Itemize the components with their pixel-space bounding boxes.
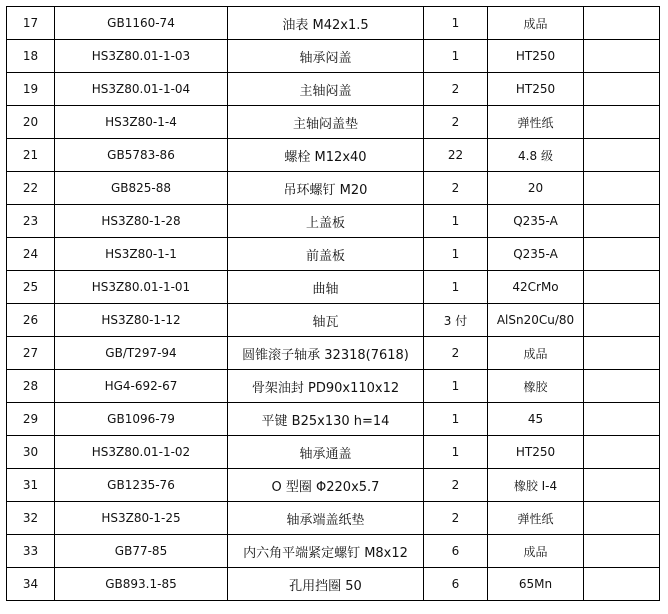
- part-name-cell: 主轴闷盖垫: [228, 106, 424, 139]
- remark-cell: [584, 106, 660, 139]
- part-name-cell: 主轴闷盖: [228, 73, 424, 106]
- remark-cell: [584, 304, 660, 337]
- part-name-cell: 平键 B25x130 h=14: [228, 403, 424, 436]
- material-cell: Q235-A: [488, 205, 584, 238]
- part-name-cell: 油表 M42x1.5: [228, 7, 424, 40]
- table-row: [7, 238, 660, 271]
- standard-code-cell: HS3Z80-1-1: [55, 238, 228, 271]
- item-number-cell: 32: [7, 502, 55, 535]
- item-number-cell: 18: [7, 40, 55, 73]
- quantity-cell: 1: [424, 238, 488, 271]
- quantity-cell: 6: [424, 535, 488, 568]
- parts-table-body: [7, 7, 660, 601]
- quantity-cell: 1: [424, 436, 488, 469]
- table-row: [7, 502, 660, 535]
- quantity-cell: 1: [424, 271, 488, 304]
- item-number-cell: 31: [7, 469, 55, 502]
- material-cell: 成品: [488, 7, 584, 40]
- item-number-cell: 26: [7, 304, 55, 337]
- material-cell: 成品: [488, 337, 584, 370]
- standard-code-cell: HS3Z80.01-1-04: [55, 73, 228, 106]
- part-name-cell: O 型圈 Φ220x5.7: [228, 469, 424, 502]
- standard-code-cell: HS3Z80.01-1-02: [55, 436, 228, 469]
- remark-cell: [584, 469, 660, 502]
- quantity-cell: 6: [424, 568, 488, 601]
- part-name-cell: 吊环螺钉 M20: [228, 172, 424, 205]
- part-name-cell: 轴承通盖: [228, 436, 424, 469]
- standard-code-cell: GB77-85: [55, 535, 228, 568]
- material-cell: 4.8 级: [488, 139, 584, 172]
- table-row: [7, 40, 660, 73]
- material-cell: 弹性纸: [488, 502, 584, 535]
- material-cell: 橡胶: [488, 370, 584, 403]
- material-cell: HT250: [488, 40, 584, 73]
- table-row: [7, 139, 660, 172]
- remark-cell: [584, 205, 660, 238]
- remark-cell: [584, 139, 660, 172]
- part-name-cell: 孔用挡圈 50: [228, 568, 424, 601]
- material-cell: 橡胶 I-4: [488, 469, 584, 502]
- quantity-cell: 1: [424, 40, 488, 73]
- table-row: [7, 436, 660, 469]
- remark-cell: [584, 502, 660, 535]
- part-name-cell: 轴承闷盖: [228, 40, 424, 73]
- table-row: [7, 106, 660, 139]
- item-number-cell: 20: [7, 106, 55, 139]
- item-number-cell: 34: [7, 568, 55, 601]
- standard-code-cell: HS3Z80.01-1-01: [55, 271, 228, 304]
- quantity-cell: 2: [424, 106, 488, 139]
- quantity-cell: 1: [424, 403, 488, 436]
- item-number-cell: 22: [7, 172, 55, 205]
- part-name-cell: 骨架油封 PD90x110x12: [228, 370, 424, 403]
- material-cell: 45: [488, 403, 584, 436]
- part-name-cell: 上盖板: [228, 205, 424, 238]
- item-number-cell: 23: [7, 205, 55, 238]
- remark-cell: [584, 403, 660, 436]
- quantity-cell: 2: [424, 337, 488, 370]
- standard-code-cell: GB825-88: [55, 172, 228, 205]
- standard-code-cell: GB/T297-94: [55, 337, 228, 370]
- material-cell: Q235-A: [488, 238, 584, 271]
- material-cell: 成品: [488, 535, 584, 568]
- table-row: [7, 172, 660, 205]
- part-name-cell: 前盖板: [228, 238, 424, 271]
- material-cell: HT250: [488, 73, 584, 106]
- remark-cell: [584, 172, 660, 205]
- part-name-cell: 轴瓦: [228, 304, 424, 337]
- item-number-cell: 25: [7, 271, 55, 304]
- standard-code-cell: GB1096-79: [55, 403, 228, 436]
- table-row: [7, 469, 660, 502]
- material-cell: AlSn20Cu/80: [488, 304, 584, 337]
- remark-cell: [584, 370, 660, 403]
- item-number-cell: 21: [7, 139, 55, 172]
- remark-cell: [584, 436, 660, 469]
- part-name-cell: 曲轴: [228, 271, 424, 304]
- standard-code-cell: HS3Z80-1-12: [55, 304, 228, 337]
- remark-cell: [584, 337, 660, 370]
- remark-cell: [584, 238, 660, 271]
- table-row: [7, 73, 660, 106]
- standard-code-cell: HS3Z80-1-4: [55, 106, 228, 139]
- part-name-cell: 轴承端盖纸垫: [228, 502, 424, 535]
- standard-code-cell: HS3Z80-1-25: [55, 502, 228, 535]
- material-cell: 42CrMo: [488, 271, 584, 304]
- standard-code-cell: GB5783-86: [55, 139, 228, 172]
- table-row: [7, 337, 660, 370]
- material-cell: 20: [488, 172, 584, 205]
- remark-cell: [584, 40, 660, 73]
- item-number-cell: 24: [7, 238, 55, 271]
- table-row: [7, 370, 660, 403]
- remark-cell: [584, 73, 660, 106]
- quantity-cell: 1: [424, 7, 488, 40]
- item-number-cell: 28: [7, 370, 55, 403]
- standard-code-cell: HS3Z80.01-1-03: [55, 40, 228, 73]
- standard-code-cell: HS3Z80-1-28: [55, 205, 228, 238]
- table-row: [7, 271, 660, 304]
- table-row: [7, 568, 660, 601]
- parts-list: [6, 6, 659, 601]
- part-name-cell: 圆锥滚子轴承 32318(7618): [228, 337, 424, 370]
- item-number-cell: 33: [7, 535, 55, 568]
- item-number-cell: 19: [7, 73, 55, 106]
- item-number-cell: 29: [7, 403, 55, 436]
- parts-table: [6, 6, 660, 601]
- part-name-cell: 内六角平端紧定螺钉 M8x12: [228, 535, 424, 568]
- remark-cell: [584, 568, 660, 601]
- item-number-cell: 17: [7, 7, 55, 40]
- remark-cell: [584, 535, 660, 568]
- standard-code-cell: GB1160-74: [55, 7, 228, 40]
- table-row: [7, 205, 660, 238]
- quantity-cell: 2: [424, 172, 488, 205]
- material-cell: HT250: [488, 436, 584, 469]
- quantity-cell: 1: [424, 205, 488, 238]
- quantity-cell: 2: [424, 502, 488, 535]
- quantity-cell: 22: [424, 139, 488, 172]
- standard-code-cell: HG4-692-67: [55, 370, 228, 403]
- quantity-cell: 2: [424, 469, 488, 502]
- quantity-cell: 2: [424, 73, 488, 106]
- quantity-cell: 3 付: [424, 304, 488, 337]
- quantity-cell: 1: [424, 370, 488, 403]
- remark-cell: [584, 7, 660, 40]
- standard-code-cell: GB1235-76: [55, 469, 228, 502]
- table-row: [7, 304, 660, 337]
- table-row: [7, 7, 660, 40]
- item-number-cell: 30: [7, 436, 55, 469]
- table-row: [7, 403, 660, 436]
- part-name-cell: 螺栓 M12x40: [228, 139, 424, 172]
- material-cell: 65Mn: [488, 568, 584, 601]
- table-row: [7, 535, 660, 568]
- material-cell: 弹性纸: [488, 106, 584, 139]
- remark-cell: [584, 271, 660, 304]
- item-number-cell: 27: [7, 337, 55, 370]
- standard-code-cell: GB893.1-85: [55, 568, 228, 601]
